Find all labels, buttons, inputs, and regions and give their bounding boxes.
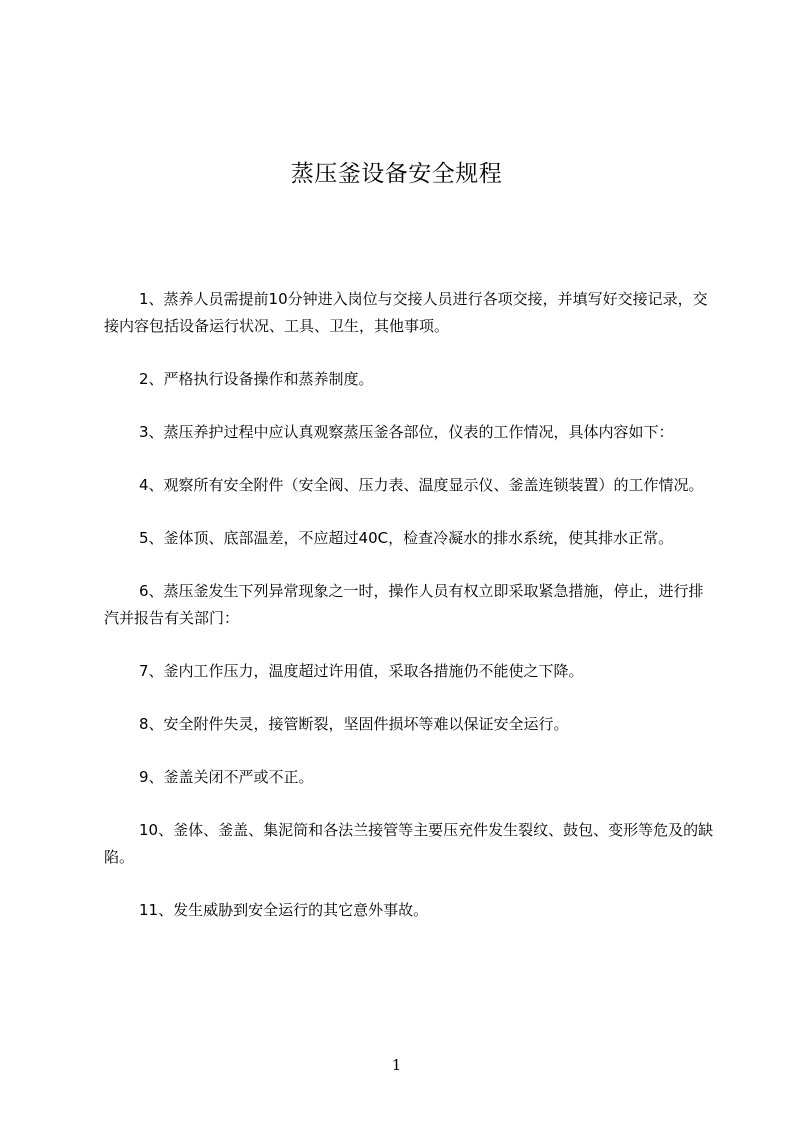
paragraph-2: 2、严格执行设备操作和蒸养制度。: [139, 370, 374, 388]
paragraph-10: 10、釜体、釜盖、集泥筒和各法兰接管等主要压充件发生裂纹、鼓包、变形等危及的缺陷。: [104, 821, 714, 866]
paragraph-5: 5、釜体顶、底部温差，不应超过40C，检查冷凝水的排水系统，使其排水正常。: [139, 529, 674, 547]
document-body: [104, 286, 716, 924]
paragraph-7: 7、釜内工作压力，温度超过许用值，采取各措施仍不能使之下降。: [139, 662, 584, 680]
paragraph-3: 3、蒸压养护过程中应认真观察蒸压釜各部位，仪表的工作情况，具体内容如下：: [139, 423, 674, 441]
paragraph-1: 1、蒸养人员需提前10分钟进入岗位与交接人员进行各项交接，并填写好交接记录，交接内容包括设备运行状况、工具、卫生，其他事项。: [104, 290, 708, 335]
paragraph-9: 9、釜盖关闭不严或不正。: [139, 768, 314, 786]
paragraph-6: 6、蒸压釜发生下列异常现象之一时，操作人员有权立即采取紧急措施，停止，进行排汽并报告有关部门：: [104, 582, 704, 627]
document-title: 蒸压釜设备安全规程: [290, 161, 503, 188]
page-number: 1: [391, 1056, 402, 1074]
paragraph-8: 8、安全附件失灵，接管断裂，坚固件损坏等难以保证安全运行。: [139, 715, 569, 733]
paragraph-4: 4、观察所有安全附件（安全阀、压力表、温度显示仪、釜盖连锁装置）的工作情况。: [139, 476, 704, 494]
paragraph-11: 11、发生威胁到安全运行的其它意外事故。: [139, 901, 429, 919]
